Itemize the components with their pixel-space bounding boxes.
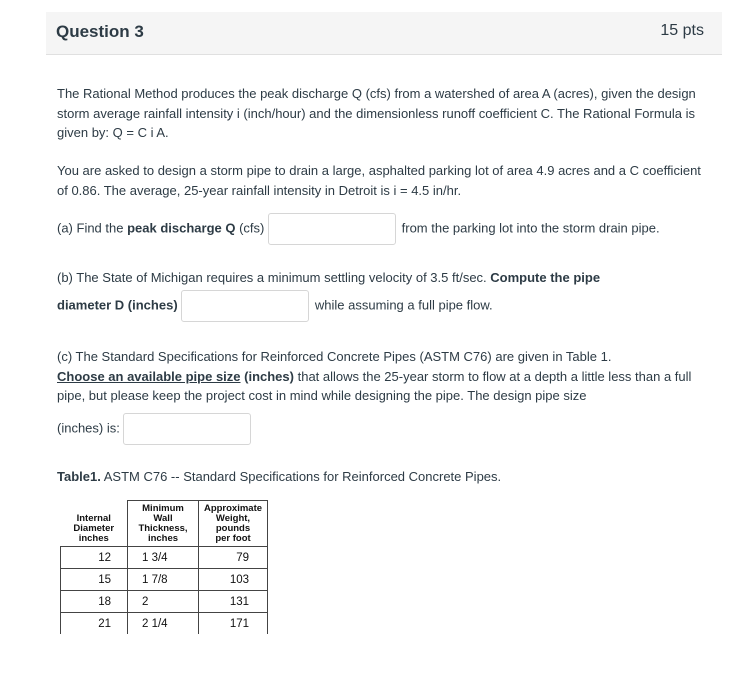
- table-row: [61, 591, 268, 613]
- cell-diameter: 21: [61, 613, 128, 635]
- part-c-text2: that allows the 25-year storm to flow at a depth a little less than a full pipe, but please keep the project cost in mind while designing the pipe. The design pipe size: [57, 368, 692, 403]
- design-pipe-size-input[interactable]: [123, 413, 251, 445]
- header-internal-diameter: Internal Diameter inches: [61, 501, 128, 547]
- cell-weight: 79: [199, 547, 268, 569]
- part-b-line1: [57, 270, 600, 285]
- intro-paragraph-2: You are asked to design a storm pipe to drain a large, asphalted parking lot of area 4.9 acres and a C coefficient of 0.86. The average, 25-year rainfall intensity in Detroit is i = 4.5 in/hr.: [57, 163, 701, 198]
- part-a-suffix: from the parking lot into the storm drain pipe.: [401, 220, 660, 236]
- part-a-mid: (cfs): [235, 220, 265, 236]
- peak-discharge-input[interactable]: [268, 213, 396, 245]
- cell-weight: 171: [199, 613, 268, 635]
- part-a-bold: peak discharge Q: [127, 220, 236, 236]
- part-b-line2: [57, 290, 493, 322]
- table-row: [61, 547, 268, 569]
- part-c-underline: Choose an available pipe size: [57, 368, 241, 384]
- part-b-text: (b) The State of Michigan requires a minimum settling velocity of 3.5 ft/sec.: [57, 270, 491, 285]
- part-a-line: [57, 213, 660, 245]
- spec-table: [60, 500, 268, 634]
- part-b-suffix: while assuming a full pipe flow.: [314, 297, 493, 313]
- cell-thickness: 2: [128, 591, 199, 613]
- cell-thickness: 2 1/4: [128, 613, 199, 635]
- cell-thickness: 1 3/4: [128, 547, 199, 569]
- table-caption-text: ASTM C76 -- Standard Specifications for Reinforced Concrete Pipes.: [100, 469, 502, 484]
- table-row: [61, 569, 268, 591]
- part-a-prefix: (a) Find the: [57, 220, 128, 236]
- part-b-bold2: diameter D (inches): [57, 297, 178, 313]
- header-weight: Approximate Weight, pounds per foot: [199, 501, 268, 547]
- cell-diameter: 18: [61, 591, 128, 613]
- question-title: Question 3: [56, 22, 144, 41]
- intro-paragraph-1: The Rational Method produces the peak discharge Q (cfs) from a watershed of area A (acres), given the design storm average rainfall intensity i (inch/hour) and the dimensionless runoff coefficient C. The Rational Formula is given by: Q = C i A.: [57, 86, 696, 140]
- part-c-text1: (c) The Standard Specifications for Reinforced Concrete Pipes (ASTM C76) are given in Table 1.: [57, 349, 612, 364]
- pipe-diameter-input[interactable]: [181, 290, 309, 322]
- part-c-paragraph: [57, 347, 717, 406]
- cell-thickness: 1 7/8: [128, 569, 199, 591]
- table-caption-bold: Table1.: [57, 469, 101, 484]
- table-caption: [57, 469, 501, 484]
- question-header: [46, 12, 722, 55]
- question-points: 15 pts: [660, 22, 704, 39]
- cell-diameter: 15: [61, 569, 128, 591]
- cell-weight: 131: [199, 591, 268, 613]
- cell-diameter: 12: [61, 547, 128, 569]
- part-c-bold: (inches): [240, 368, 294, 384]
- cell-weight: 103: [199, 569, 268, 591]
- part-b-bold1: Compute the pipe: [490, 270, 601, 285]
- part-c-text3: (inches) is:: [57, 420, 120, 436]
- table-row: [61, 613, 268, 635]
- header-wall-thickness: Minimum Wall Thickness, inches: [128, 501, 199, 547]
- part-c-answer-line: [57, 413, 251, 445]
